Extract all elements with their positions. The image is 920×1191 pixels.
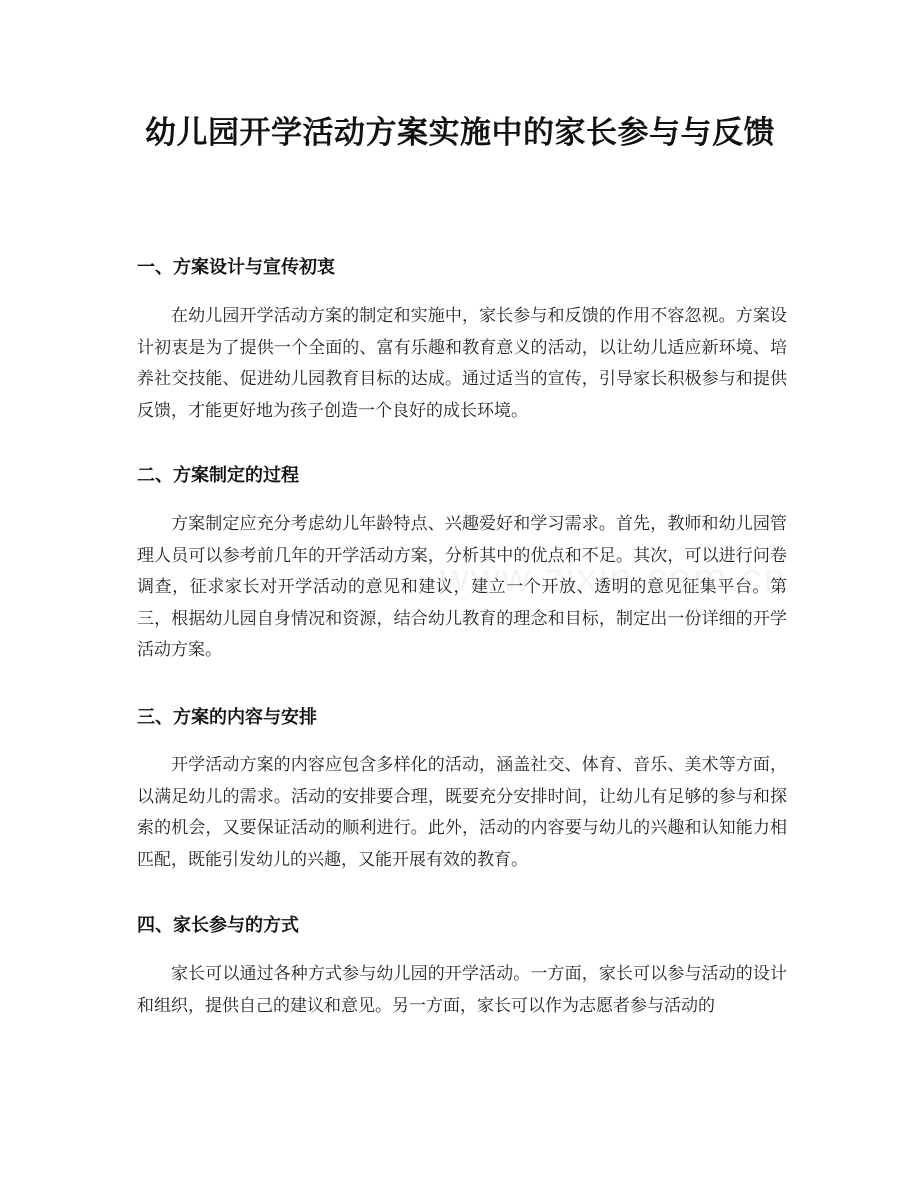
document-title: 幼儿园开学活动方案实施中的家长参与与反馈 xyxy=(145,115,775,151)
section-paragraph-3: 开学活动方案的内容应包含多样化的活动，涵盖社交、体育、音乐、美术等方面，以满足幼儿的需求。活动的安排要合理，既要充分安排时间，让幼儿有足够的参与和探索的机会，又要保证活动的顺利进行。此外，活动的内容要与幼儿的兴趣和认知能力相匹配，既能引发幼儿的兴趣，又能开展有效的教育。 xyxy=(137,755,787,870)
section-heading-1: 一、方案设计与宣传初衷 xyxy=(137,257,335,278)
section-paragraph-2: 方案制定应充分考虑幼儿年龄特点、兴趣爱好和学习需求。首先，教师和幼儿园管理人员可以参考前几年的开学活动方案，分析其中的优点和不足。其次，可以进行问卷调查，征求家长对开学活动的意见和建议，建立一个开放、透明的意见征集平台。第三，根据幼儿园自身情况和资源，结合幼儿教育的理念和目标，制定出一份详细的开学活动方案。 xyxy=(137,514,787,660)
section-heading-3: 三、方案的内容与安排 xyxy=(137,707,317,728)
section-heading-2: 二、方案制定的过程 xyxy=(137,465,299,486)
section-paragraph-1: 在幼儿园开学活动方案的制定和实施中，家长参与和反馈的作用不容忽视。方案设计初衷是为了提供一个全面的、富有乐趣和教育意义的活动，以让幼儿适应新环境、培养社交技能、促进幼儿园教育目标的达成。通过适当的宣传，引导家长积极参与和提供反馈，才能更好地为孩子创造一个良好的成长环境。 xyxy=(137,306,787,421)
section-heading-4: 四、家长参与的方式 xyxy=(137,915,299,936)
section-paragraph-4: 家长可以通过各种方式参与幼儿园的开学活动。一方面，家长可以参与活动的设计和组织，提供自己的建议和意见。另一方面，家长可以作为志愿者参与活动的 xyxy=(137,964,787,1016)
